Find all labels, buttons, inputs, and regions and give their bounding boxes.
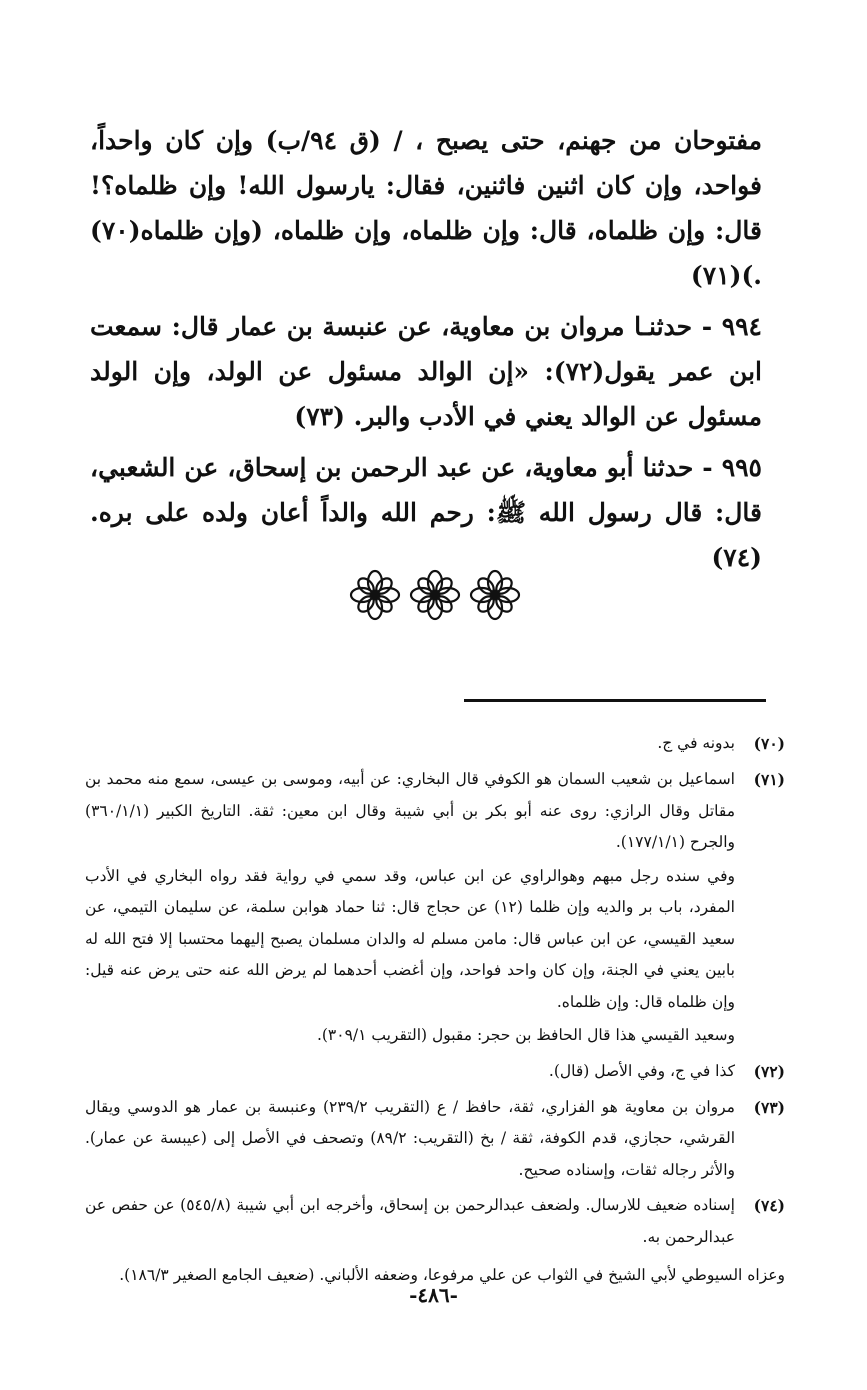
footnote-73 [85, 1092, 785, 1187]
hadith-994 [90, 304, 762, 439]
footnote-text: بدونه في ج. [657, 734, 735, 752]
flower-ornament-icon [340, 566, 530, 624]
footnotes [85, 728, 785, 1291]
footnote-continuation: وعزاه السيوطي لأبي الشيخ في الثواب عن علي مرفوعا، وضعفه الألباني. (ضعيف الجامع الصغير ١٨٦/٣). [119, 1266, 785, 1284]
footnote-71 [85, 764, 785, 1052]
footnote-number: (٧٤) [753, 1196, 785, 1215]
footnote-text: إسناده ضعيف للارسال. ولضعف عبدالرحمن بن إسحاق، وأخرجه ابن أبي شيبة (٥٤٥/٨) عن حفص عن عبدالرحمن به. [85, 1196, 735, 1246]
footnote-divider [464, 699, 766, 702]
footnote-74 [85, 1190, 785, 1253]
footnote-number: (٧٢) [753, 1061, 785, 1081]
main-text [90, 118, 762, 580]
footnote-72 [85, 1056, 785, 1088]
main-paragraph: مفتوحان من جهنم، حتى يصبح ، / (ق ٩٤/ب) وإن كان واحداً، فواحد، وإن كان اثنين فاثنين، فقال: يارسول الله! وإن ظلماه؟! قال: وإن ظلماه، قال: وإن ظلماه، وإن ظلماه، (وإن ظلماه(٧٠) .)(٧١) [90, 126, 762, 290]
hadith-text: - حدثنا أبو معاوية، عن عبد الرحمن بن إسحاق، عن الشعبي، قال: قال رسول الله ﷺ: رحم الله والداً أعان ولده على بره. (٧٤) [90, 453, 762, 572]
footnote-text: مروان بن معاوية هو الفزاري، ثقة، حافظ / ع (التقريب ٢٣٩/٢) وعنبسة بن عمار هو الدوسي ويقال القرشي، حجازي، قدم الكوفة، ثقة / بخ (التقريب: ٨٩/٢) وتصحف في الأصل إلى (عيبسة عن عمار). والأثر رجاله ثقات، وإسناده صحيح. [85, 1097, 736, 1179]
hadith-number: ٩٩٤ [721, 312, 762, 341]
footnote-text: وفي سنده رجل مبهم وهوالراوي عن ابن عباس، وقد سمي في رواية فقد رواه البخاري في الأدب المفرد، باب بر والديه وإن ظلما (١٢) عن حجاج قال: ثنا حماد هوابن سلمة، عن سليمان التيمي، عن سعيد القيسي، عن ابن عباس قال: مامن مسلم له والدان مسلمان يصبح إليهما محتسبا إلا فتح الله له بابين يعني في الجنة، وإن كان واحد فواحد، وإن أغضب أحدهما لم يرض الله عنه حتى يرض عنه قيل: وإن ظلماه قال: وإن ظلماه. [85, 866, 735, 1011]
footnote-text: وسعيد القيسي هذا قال الحافظ بن حجر: مقبول (التقريب ٣٠٩/١). [316, 1026, 735, 1044]
footnote-text: اسماعيل بن شعيب السمان هو الكوفي قال البخاري: عن أبيه، وموسى بن عيسى، سمع منه محمد بن مقاتل وقال الرازي: روى عنه أبو بكر بن أبي شيبة وقال ابن معين: ثقة. التاريخ الكبير (٣٦٠/١/١) والجرح (١٧٧/١/١). [85, 770, 735, 851]
hadith-995 [90, 445, 762, 580]
footnote-number: (٧١) [753, 770, 785, 789]
page-number: -٤٨٦- [409, 1283, 458, 1307]
footnote-70 [85, 728, 785, 760]
footnote-number: (٧٠) [753, 734, 785, 753]
footnote-number: (٧٣) [753, 1097, 785, 1117]
hadith-number: ٩٩٥ [721, 453, 762, 482]
footnote-text: كذا في ج، وفي الأصل (قال). [548, 1061, 735, 1080]
hadith-text: - حدثنـا مروان بن معاوية، عن عنبسة بن عمار قال: سمعت ابن عمر يقول(٧٢): «إن الوالد مسئول عن الولد، وإن الولد مسئول عن الوالد يعني في الأدب والبر. (٧٣) [90, 312, 762, 431]
